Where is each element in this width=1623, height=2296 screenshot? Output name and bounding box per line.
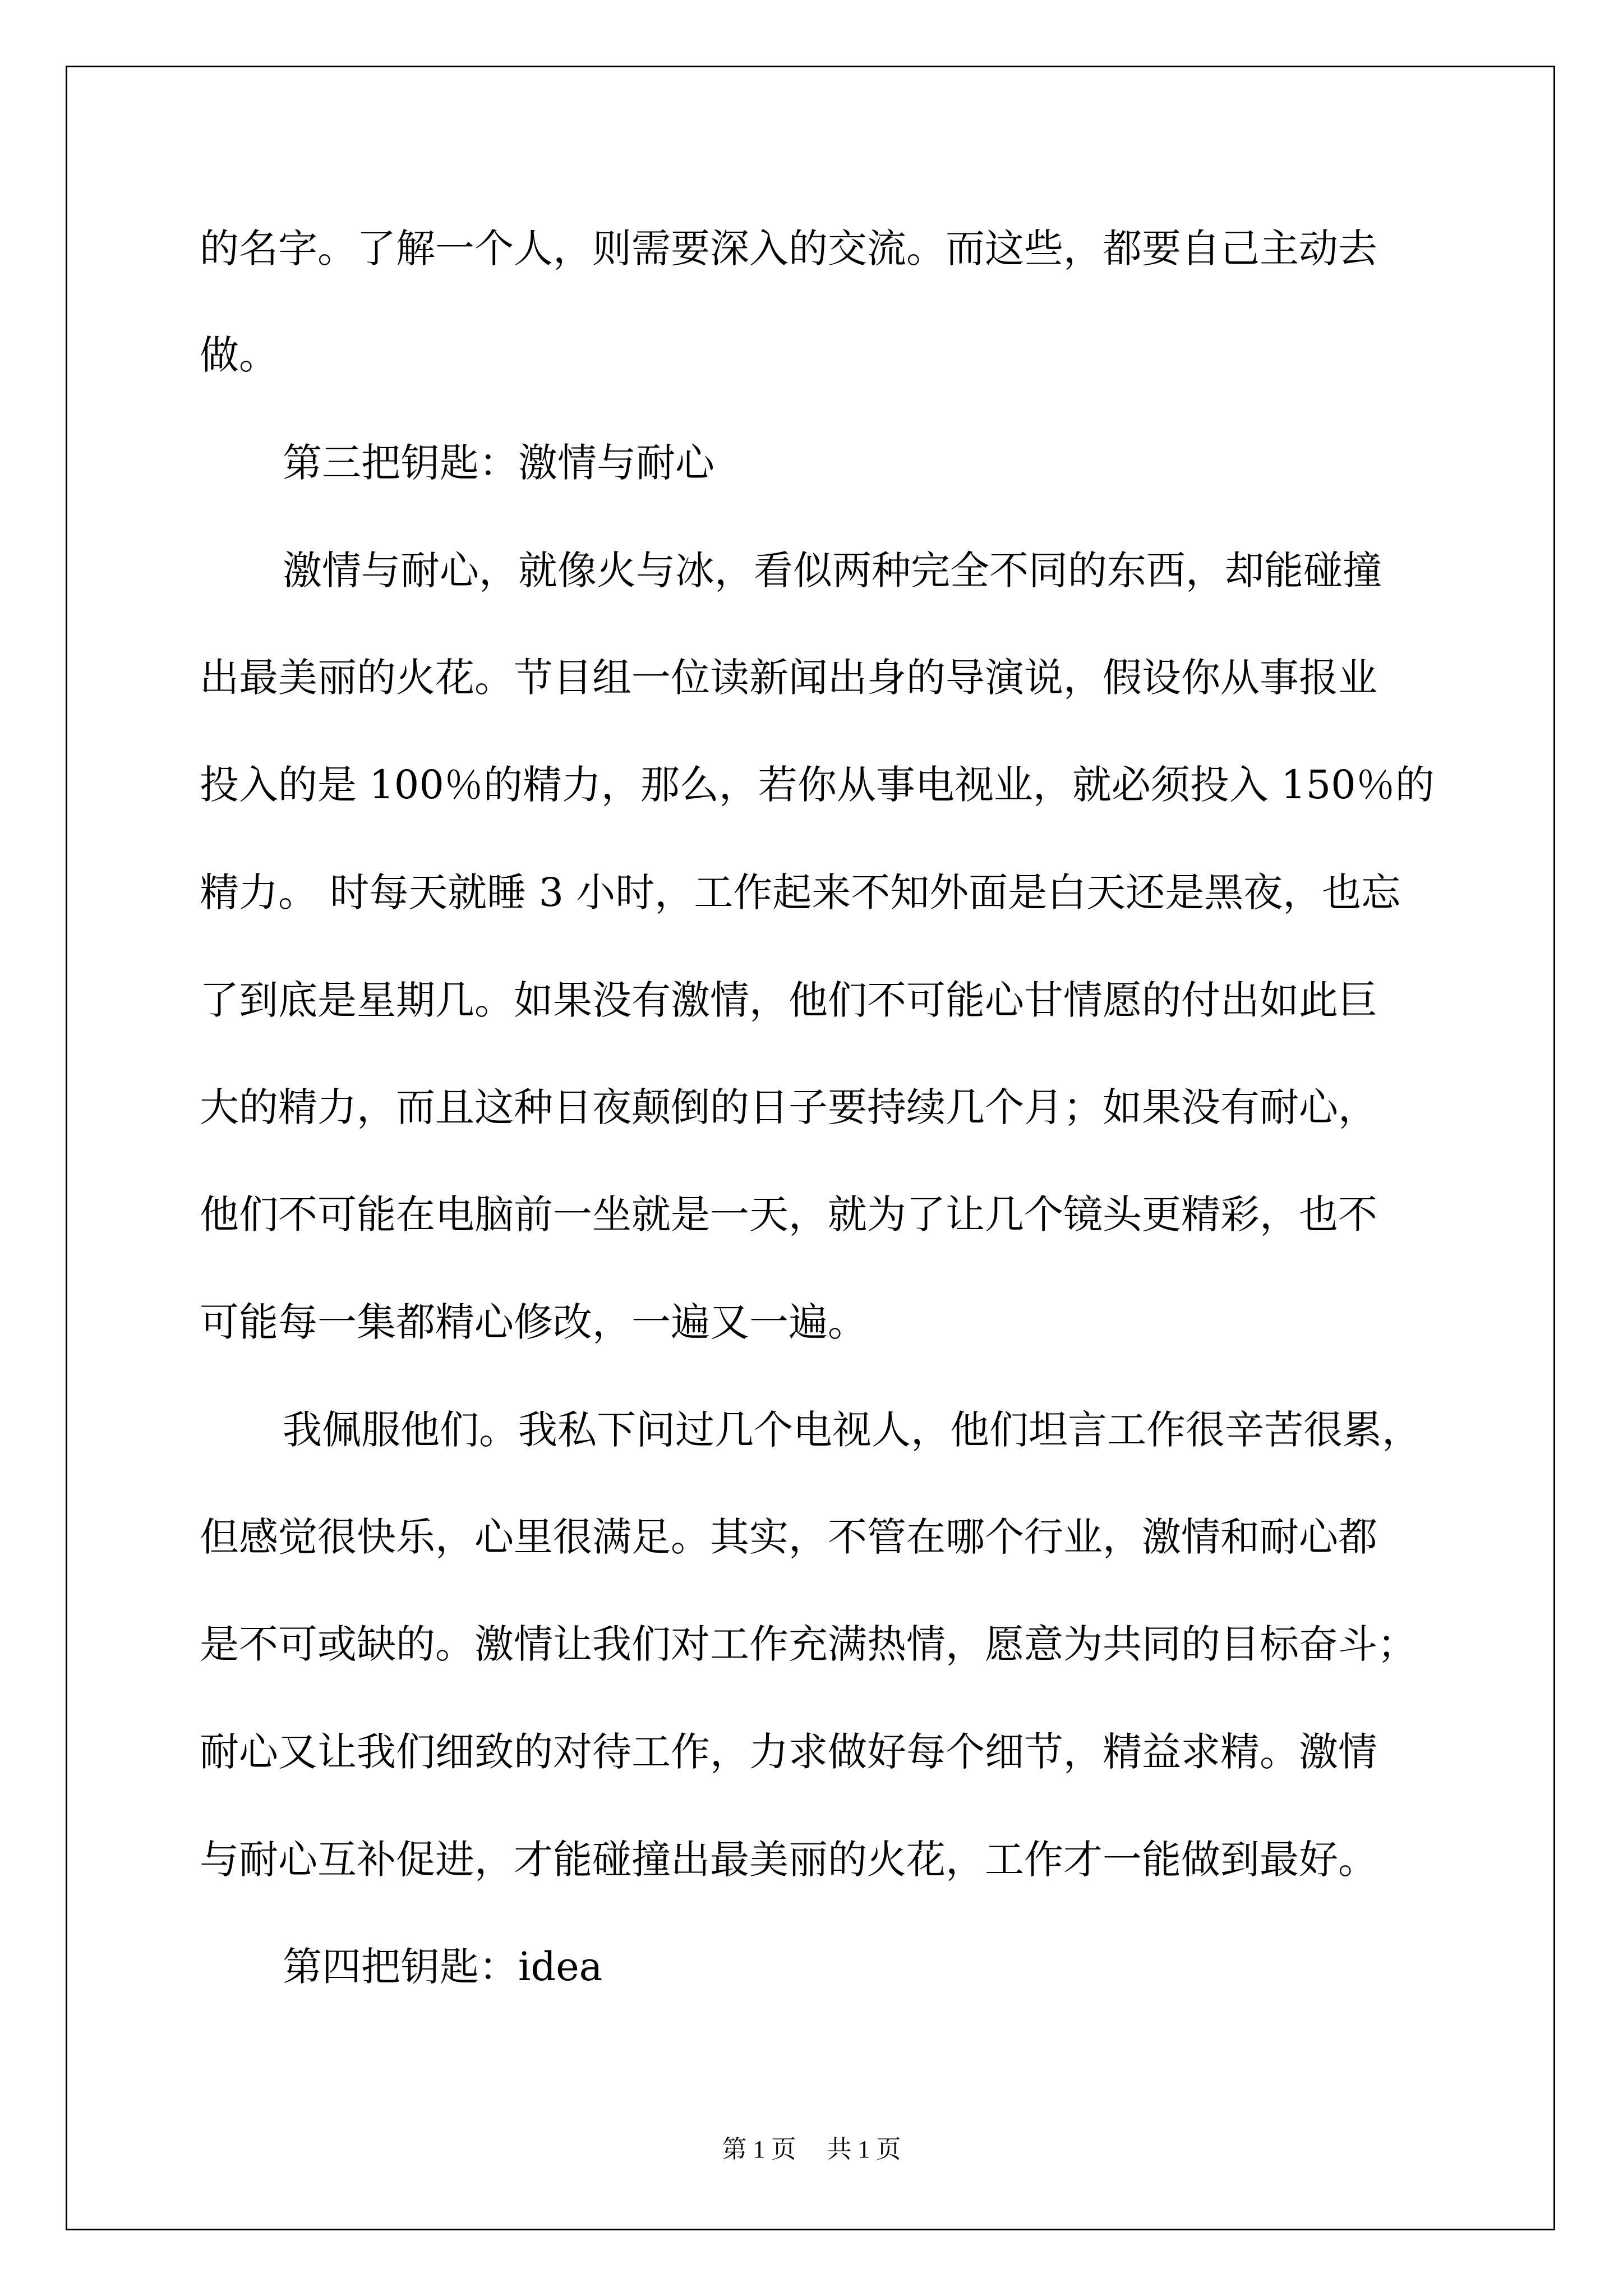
text-line: 可能每一集都精心修改，一遍又一遍。 [200, 1299, 867, 1345]
text-line: 大的精力，而且这种日夜颠倒的日子要持续几个月；如果没有耐心， [200, 1084, 1377, 1130]
text-line: 我佩服他们。我私下问过几个电视人，他们坦言工作很辛苦很累， [283, 1407, 1421, 1453]
text-line: 的名字。了解一个人，则需要深入的交流。而这些，都要自己主动去 [200, 226, 1377, 272]
text-line: 做。 [200, 332, 278, 378]
text-line: 但感觉很快乐，心里很满足。其实，不管在哪个行业，激情和耐心都 [200, 1514, 1377, 1560]
text-line: 耐心又让我们细致的对待工作，力求做好每个细节，精益求精。激情 [200, 1729, 1377, 1775]
section-heading: 第三把钥匙：激情与耐心 [283, 440, 714, 486]
page-number: 第 1 页 共 1 页 [722, 2136, 901, 2163]
text-line: 与耐心互补促进，才能碰撞出最美丽的火花，工作才一能做到最好。 [200, 1837, 1377, 1883]
text-line: 他们不可能在电脑前一坐就是一天，就为了让几个镜头更精彩，也不 [200, 1191, 1377, 1237]
text-line: 了到底是星期几。如果没有激情，他们不可能心甘情愿的付出如此巨 [200, 977, 1377, 1023]
page-border [66, 66, 1555, 2230]
text-line: 投入的是 100％的精力，那么，若你从事电视业，就必须投入 150％的 [200, 762, 1435, 808]
text-line: 出最美丽的火花。节目组一位读新闻出身的导演说，假设你从事报业 [200, 655, 1377, 701]
section-heading: 第四把钥匙：idea [283, 1944, 603, 1990]
text-line: 激情与耐心，就像火与冰，看似两种完全不同的东西，却能碰撞 [283, 547, 1382, 593]
text-line: 精力。 时每天就睡 3 小时，工作起来不知外面是白天还是黑夜，也忘 [200, 869, 1401, 915]
text-line: 是不可或缺的。激情让我们对工作充满热情，愿意为共同的目标奋斗； [200, 1621, 1417, 1667]
